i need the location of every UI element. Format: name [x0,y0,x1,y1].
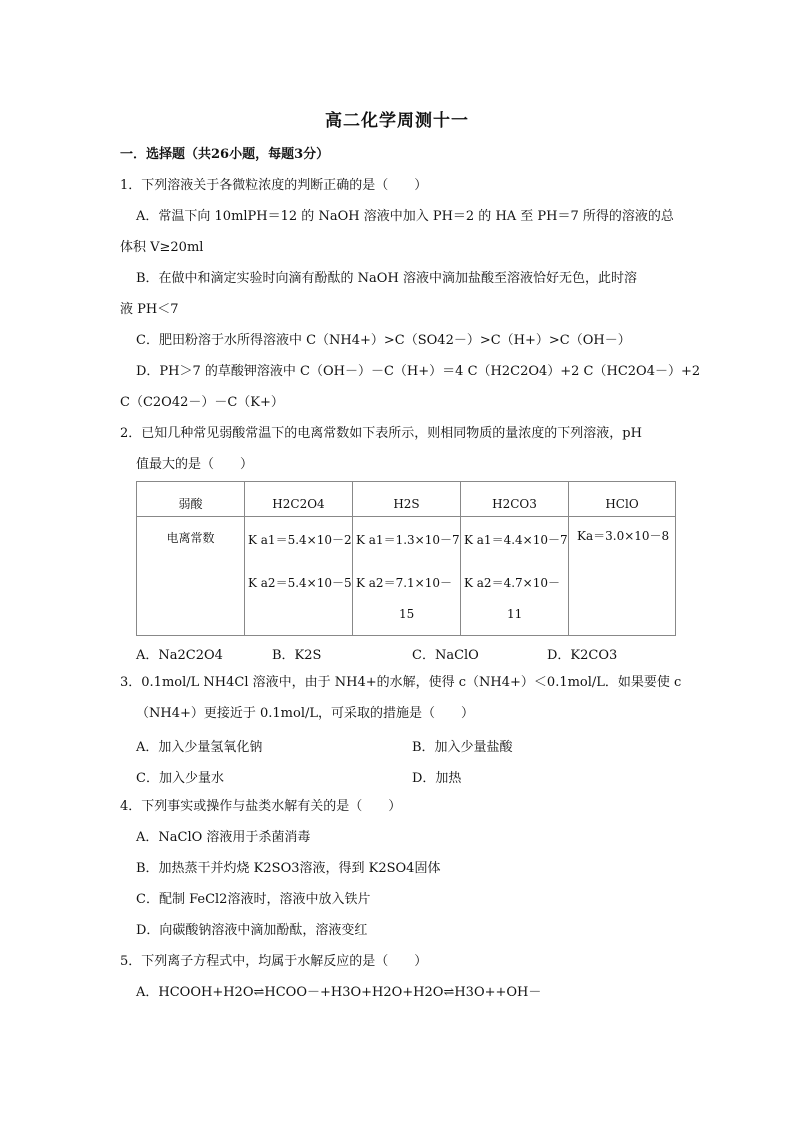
q2-option-c: C．NaClO [412,648,479,663]
q2-option-d: D．K2CO3 [547,648,618,663]
q1-option-c: C．肥田粉溶于水所得溶液中 C（NH4+）>C（SO42－）>C（H+）>C（OH－） [136,333,631,348]
page-title: 高二化学周测十一 [325,111,469,131]
q1-stem: 1．下列溶液关于各微粒浓度的判断正确的是（ ） [120,178,428,193]
section-heading: 一．选择题（共26小题，每题3分） [120,147,330,162]
table-header-acid: 弱酸 [137,482,245,517]
q4-stem: 4．下列事实或操作与盐类水解有关的是（ ） [120,799,402,814]
q3-option-c: C．加入少量水 [136,771,224,786]
q2-option-a: A．Na2C2O4 [136,648,223,663]
q1-option-b-line2: 液 PH＜7 [120,302,179,317]
table-header-h2c2o4: H2C2O4 [245,482,353,517]
q3-stem-line1: 3．0.1mol/L NH4Cl 溶液中，由于 NH4+的水解，使得 c（NH4+）＜0.1mol/L．如果要使 c [120,675,682,690]
q1-option-d-line2: C（C2O42－）－C（K+） [120,395,284,410]
q3-option-d: D．加热 [412,771,462,786]
table-cell-h2co3: K a1＝4.4×10－7 K a2＝4.7×10－ 11 [461,517,569,636]
q2-stem-line1: 2．已知几种常见弱酸常温下的电离常数如下表所示，则相同物质的量浓度的下列溶液，pH [120,426,642,441]
q4-option-c: C．配制 FeCl2溶液时，溶液中放入铁片 [136,892,371,907]
q3-option-b: B．加入少量盐酸 [412,740,513,755]
q5-option-a: A．HCOOH+H2O⇌HCOO－+H3O+H2O+H2O⇌H3O++OH－ [136,985,542,1000]
q4-option-b: B．加热蒸干并灼烧 K2SO3溶液，得到 K2SO4固体 [136,861,441,876]
q1-option-a-line2: 体积 V≥20ml [120,240,204,255]
q4-option-a: A．NaClO 溶液用于杀菌消毒 [136,830,311,845]
q2-stem-line2: 值最大的是（ ） [136,457,254,472]
q1-option-d-line1: D．PH＞7 的草酸钾溶液中 C（OH－）－C（H+）＝4 C（H2C2O4）+2 C（HC2O4－）+2 [136,364,701,379]
table-header-hclo: HClO [569,482,676,517]
q3-option-a: A．加入少量氢氧化钠 [136,740,263,755]
q2-option-b: B．K2S [272,648,322,663]
table-row-label: 电离常数 [137,517,245,636]
q1-option-a-line1: A．常温下向 10mlPH＝12 的 NaOH 溶液中加入 PH＝2 的 HA 至 PH＝7 所得的溶液的总 [136,209,674,224]
q3-stem-line2: （NH4+）更接近于 0.1mol/L，可采取的措施是（ ） [136,706,475,721]
q4-option-d: D．向碳酸钠溶液中滴加酚酞，溶液变红 [136,923,368,938]
table-cell-h2s: K a1＝1.3×10－7 K a2＝7.1×10－ 15 [353,517,461,636]
q1-option-b-line1: B．在做中和滴定实验时向滴有酚酞的 NaOH 溶液中滴加盐酸至溶液恰好无色，此时溶 [136,271,637,286]
table-header-h2co3: H2CO3 [461,482,569,517]
table-cell-hclo: Ka＝3.0×10－8 [569,517,676,636]
q5-stem: 5．下列离子方程式中，均属于水解反应的是（ ） [120,954,428,969]
table-header-h2s: H2S [353,482,461,517]
table-cell-h2c2o4: K a1＝5.4×10－2 K a2＝5.4×10－5 [245,517,353,636]
ionization-constants-table [136,481,676,636]
